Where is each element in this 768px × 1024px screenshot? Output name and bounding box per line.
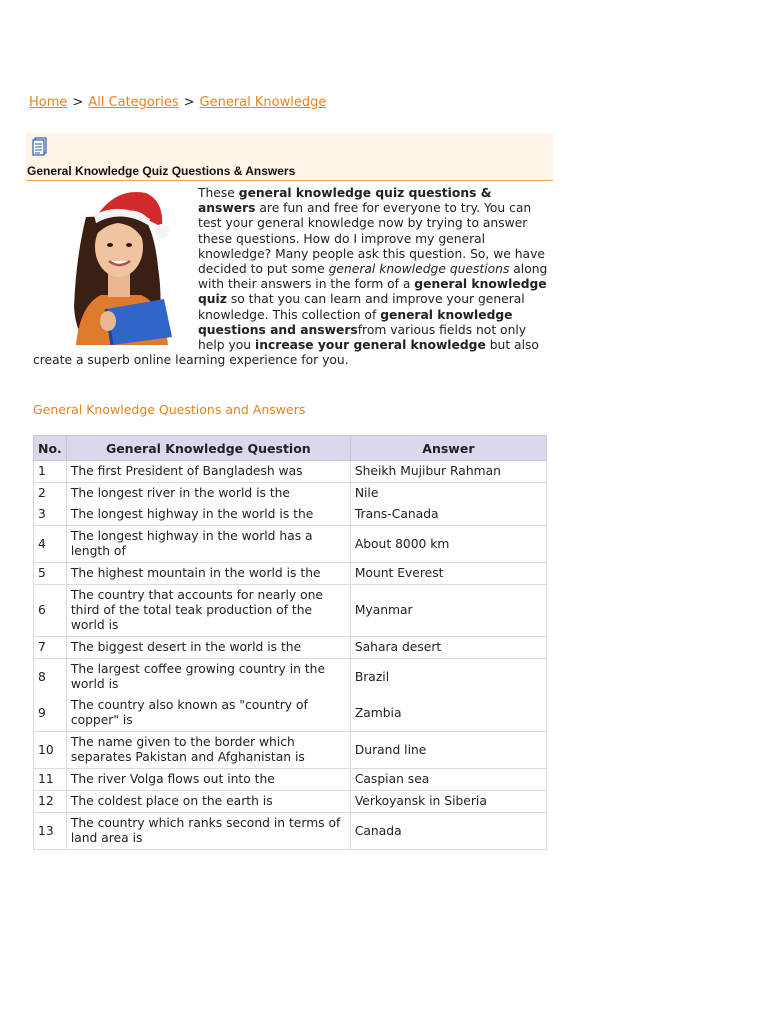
row-question: The first President of Bangladesh was (66, 461, 350, 483)
row-question: The biggest desert in the world is the (66, 637, 350, 659)
table-row (34, 585, 547, 637)
row-answer: Zambia (350, 695, 546, 732)
row-answer: Sahara desert (350, 637, 546, 659)
document-icon (32, 137, 48, 157)
breadcrumb-separator: > (183, 95, 195, 110)
table-row (34, 563, 547, 585)
row-number: 9 (34, 695, 67, 732)
intro-bold-text: general knowledge quiz questions & answers (198, 186, 492, 216)
questions-table (33, 435, 547, 850)
row-answer: Durand line (350, 732, 546, 769)
row-number: 4 (34, 526, 67, 563)
table-row (34, 791, 547, 813)
row-answer: Myanmar (350, 585, 546, 637)
intro-text: but also create a superb online learning experience for you. (33, 338, 539, 368)
row-number: 10 (34, 732, 67, 769)
row-question: The country that accounts for nearly one third of the total teak production of the world is (66, 585, 350, 637)
row-number: 13 (34, 813, 67, 850)
row-answer: Verkoyansk in Siberia (350, 791, 546, 813)
table-row (34, 659, 547, 696)
row-answer: Mount Everest (350, 563, 546, 585)
table-row (34, 637, 547, 659)
row-question: The highest mountain in the world is the (66, 563, 350, 585)
row-question: The coldest place on the earth is (66, 791, 350, 813)
breadcrumb-home-link[interactable]: Home (29, 95, 68, 110)
table-row (34, 504, 547, 526)
breadcrumb-categories-link[interactable]: All Categories (88, 95, 179, 110)
row-question: The country which ranks second in terms of land area is (66, 813, 350, 850)
row-number: 3 (34, 504, 67, 526)
intro-bold-text: general knowledge questions and answers (198, 307, 513, 337)
row-number: 7 (34, 637, 67, 659)
intro-text: so that you can learn and improve your general knowledge. This collection of (198, 292, 525, 322)
row-question: The largest coffee growing country in the world is (66, 659, 350, 696)
document-title: General Knowledge Quiz Questions & Answers (27, 164, 296, 178)
row-answer: Nile (350, 483, 546, 505)
row-number: 8 (34, 659, 67, 696)
intro-text: along with their answers in the form of a (198, 262, 548, 292)
table-row (34, 526, 547, 563)
row-question: The longest highway in the world is the (66, 504, 350, 526)
table-row (34, 695, 547, 732)
intro-bold-text: general knowledge quiz (198, 277, 547, 307)
intro-paragraph (33, 186, 549, 368)
intro-italic-text: general knowledge questions (328, 262, 510, 277)
column-header-no: No. (34, 436, 67, 461)
row-answer: Trans-Canada (350, 504, 546, 526)
breadcrumb-separator: > (72, 95, 84, 110)
image-wrap-space (33, 186, 198, 344)
row-answer: Sheikh Mujibur Rahman (350, 461, 546, 483)
row-question: The name given to the border which separates Pakistan and Afghanistan is (66, 732, 350, 769)
section-title: General Knowledge Questions and Answers (33, 402, 306, 417)
row-answer: Canada (350, 813, 546, 850)
intro-text: from various fields not only help you (198, 322, 527, 353)
row-number: 5 (34, 563, 67, 585)
row-answer: Brazil (350, 659, 546, 696)
row-question: The longest highway in the world has a length of (66, 526, 350, 563)
table-row (34, 461, 547, 483)
row-answer: About 8000 km (350, 526, 546, 563)
column-header-question: General Knowledge Question (66, 436, 350, 461)
table-row (34, 813, 547, 850)
row-number: 6 (34, 585, 67, 637)
column-header-answer: Answer (350, 436, 546, 461)
intro-bold-text: increase your general knowledge (255, 338, 486, 353)
intro-text: These (198, 186, 239, 200)
row-question: The longest river in the world is the (66, 483, 350, 505)
row-number: 1 (34, 461, 67, 483)
row-question: The country also known as "country of copper" is (66, 695, 350, 732)
table-row (34, 732, 547, 769)
table-header-row (34, 436, 547, 461)
breadcrumb (29, 95, 326, 110)
row-number: 11 (34, 769, 67, 791)
row-number: 12 (34, 791, 67, 813)
table-row (34, 769, 547, 791)
row-question: The river Volga flows out into the (66, 769, 350, 791)
row-number: 2 (34, 483, 67, 505)
breadcrumb-general-knowledge-link[interactable]: General Knowledge (199, 95, 327, 110)
table-row (34, 483, 547, 505)
row-answer: Caspian sea (350, 769, 546, 791)
document-header (26, 133, 553, 181)
intro-text: are fun and free for everyone to try. You can test your general knowledge now by trying to answer these questions. How do I improve my general knowledge? Many people ask this question. So, we have decided to put some (198, 201, 545, 277)
